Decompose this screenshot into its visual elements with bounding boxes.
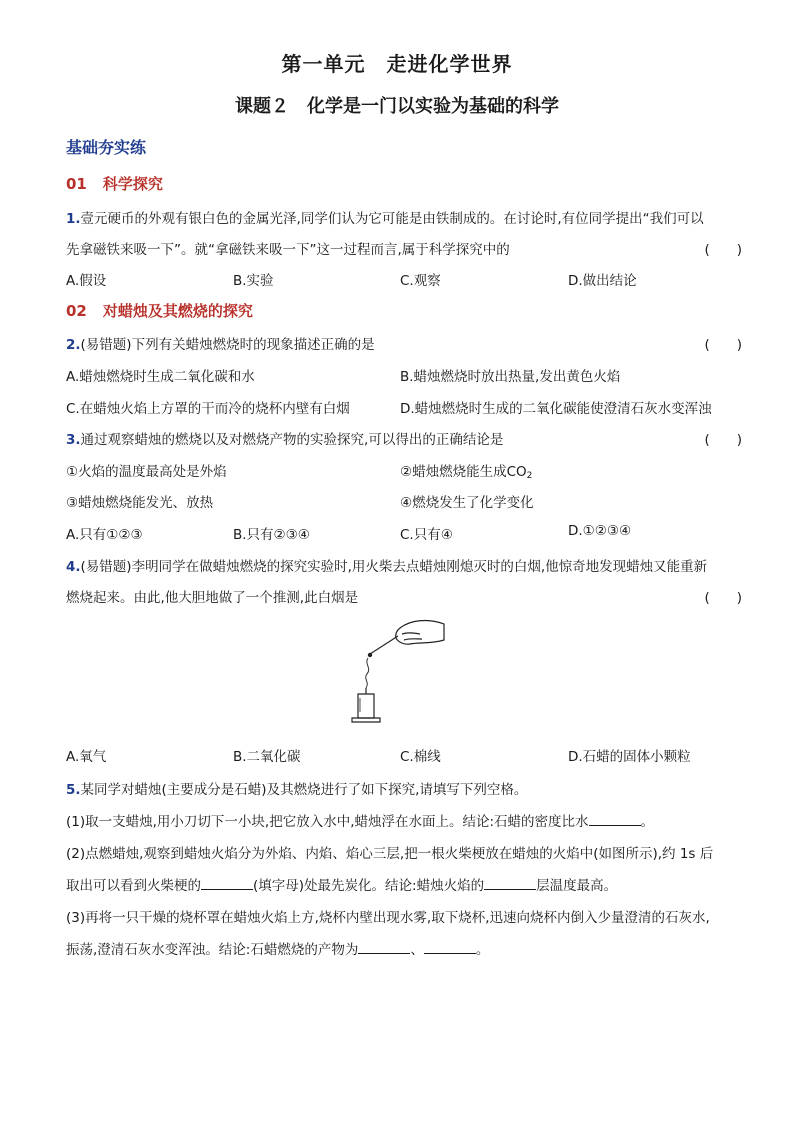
subsection-02 xyxy=(66,300,253,321)
answer-blank[interactable] xyxy=(424,941,476,954)
question-number: 1. xyxy=(66,211,81,227)
q2-option-c: C.在蜡烛火焰上方罩的干而冷的烧杯内壁有白烟 xyxy=(66,401,350,417)
subsection-number: 02 xyxy=(66,302,87,320)
punctuation: 。 xyxy=(640,814,655,830)
q3-statement-2 xyxy=(400,460,532,481)
q5-part3-line1 xyxy=(66,906,742,926)
q4-option-a: A.氧气 xyxy=(66,749,107,765)
q5-part2-text-a: 取出可以看到火柴梗的 xyxy=(66,878,201,894)
q2-text: (易错题)下列有关蜡烛燃烧时的现象描述正确的是 xyxy=(80,337,375,353)
question-number: 2. xyxy=(66,337,81,353)
answer-blank[interactable] xyxy=(201,877,253,890)
question-number: 3. xyxy=(66,432,81,448)
q5-part2-line1 xyxy=(66,842,742,862)
q3-text: 通过观察蜡烛的燃烧以及对燃烧产物的实验探究,可以得出的正确结论是 xyxy=(80,432,504,448)
q3-option-c: C.只有④ xyxy=(400,527,453,543)
q5-line1 xyxy=(66,778,742,798)
q2-option-d: D.蜡烛燃烧时生成的二氧化碳能使澄清石灰水变浑浊 xyxy=(400,401,712,417)
q4-option-d: D.石蜡的固体小颗粒 xyxy=(568,749,691,765)
q4-line1 xyxy=(66,555,742,575)
q2-option-b: B.蜡烛燃烧时放出热量,发出黄色火焰 xyxy=(400,369,621,385)
q4-text-cont: 燃烧起来。由此,他大胆地做了一个推测,此白烟是 xyxy=(66,590,359,606)
q3-line1 xyxy=(66,428,742,448)
q5-part1 xyxy=(66,810,742,830)
q1-text-cont: 先拿磁铁来吸一下”。就“拿磁铁来吸一下”这一过程而言,属于科学探究中的 xyxy=(66,242,510,258)
q3-statement-3: ③蜡烛燃烧能发光、放热 xyxy=(66,495,214,511)
q4-line2 xyxy=(66,586,742,606)
punctuation: 。 xyxy=(475,942,490,958)
q5-part2-text-b: (填字母)处最先炭化。结论:蜡烛火焰的 xyxy=(253,878,485,894)
candle-illustration xyxy=(340,614,450,726)
q1-option-c: C.观察 xyxy=(400,273,441,289)
q5-part3-text-a: 振荡,澄清石灰水变浑浊。结论:石蜡燃烧的产物为 xyxy=(66,942,359,958)
lesson-title: 课题２ 化学是一门以实验为基础的科学 xyxy=(235,96,559,117)
q3-option-a: A.只有①②③ xyxy=(66,527,143,543)
q3-statement-2-text: ②蜡烛燃烧能生成CO xyxy=(400,464,527,480)
answer-blank[interactable] xyxy=(589,813,641,826)
answer-blank[interactable] xyxy=(358,941,410,954)
q4-text: (易错题)李明同学在做蜡烛燃烧的探究实验时,用火柴去点蜡烛刚熄灭时的白烟,他惊奇地发现蜡烛又能重新 xyxy=(80,559,708,575)
subsection-01 xyxy=(66,173,163,194)
answer-bracket: ( ) xyxy=(704,590,742,606)
q1-line1 xyxy=(66,207,742,227)
answer-bracket: ( ) xyxy=(704,432,742,448)
q2-line1 xyxy=(66,333,742,353)
question-number: 5. xyxy=(66,782,81,798)
candle-icon xyxy=(352,688,380,722)
unit-title: 第一单元 走进化学世界 xyxy=(281,52,513,76)
q3-statement-1: ①火焰的温度最高处是外焰 xyxy=(66,464,227,480)
q1-text: 壹元硬币的外观有银白色的金属光泽,同学们认为它可能是由铁制成的。在讨论时,有位同学提出“我们可以 xyxy=(80,211,704,227)
answer-bracket: ( ) xyxy=(704,337,742,353)
subsection-number: 01 xyxy=(66,175,87,193)
q5-part3-text: (3)再将一只干燥的烧杯罩在蜡烛火焰上方,烧杯内壁出现水雾,取下烧杯,迅速向烧杯内倒入少量澄清的石灰水, xyxy=(66,910,710,926)
subsection-title: 对蜡烛及其燃烧的探究 xyxy=(102,302,253,320)
q1-option-a: A.假设 xyxy=(66,273,107,289)
q2-option-a: A.蜡烛燃烧时生成二氧化碳和水 xyxy=(66,369,255,385)
hand-holding-match xyxy=(370,621,444,654)
q1-option-d: D.做出结论 xyxy=(568,273,637,289)
q4-option-b: B.二氧化碳 xyxy=(233,749,301,765)
section-title: 基础夯实练 xyxy=(66,138,147,157)
q1-option-b: B.实验 xyxy=(233,273,274,289)
smoke-icon xyxy=(366,658,369,688)
q1-line2 xyxy=(66,238,742,258)
answer-bracket: ( ) xyxy=(704,242,742,258)
q5-part2-text: (2)点燃蜡烛,观察到蜡烛火焰分为外焰、内焰、焰心三层,把一根火柴梗放在蜡烛的火焰中(如图所示),约 1s 后 xyxy=(66,846,714,862)
q5-part1-text: (1)取一支蜡烛,用小刀切下一小块,把它放入水中,蜡烛浮在水面上。结论:石蜡的密度比水 xyxy=(66,814,589,830)
q4-option-c: C.棉线 xyxy=(400,749,441,765)
q5-part3-line2 xyxy=(66,938,742,958)
subsection-title: 科学探究 xyxy=(102,175,163,193)
answer-blank[interactable] xyxy=(484,877,536,890)
q3-statement-4: ④燃烧发生了化学变化 xyxy=(400,495,534,511)
q5-part2-line2 xyxy=(66,874,742,894)
q3-option-b: B.只有②③④ xyxy=(233,527,310,543)
subscript: 2 xyxy=(526,471,533,481)
punctuation: 、 xyxy=(410,942,424,958)
q5-part2-text-c: 层温度最高。 xyxy=(536,878,618,894)
q3-option-d: D.①②③④ xyxy=(568,523,632,539)
match-head xyxy=(368,653,372,657)
q5-text: 某同学对蜡烛(主要成分是石蜡)及其燃烧进行了如下探究,请填写下列空格。 xyxy=(80,782,528,798)
question-number: 4. xyxy=(66,559,81,575)
